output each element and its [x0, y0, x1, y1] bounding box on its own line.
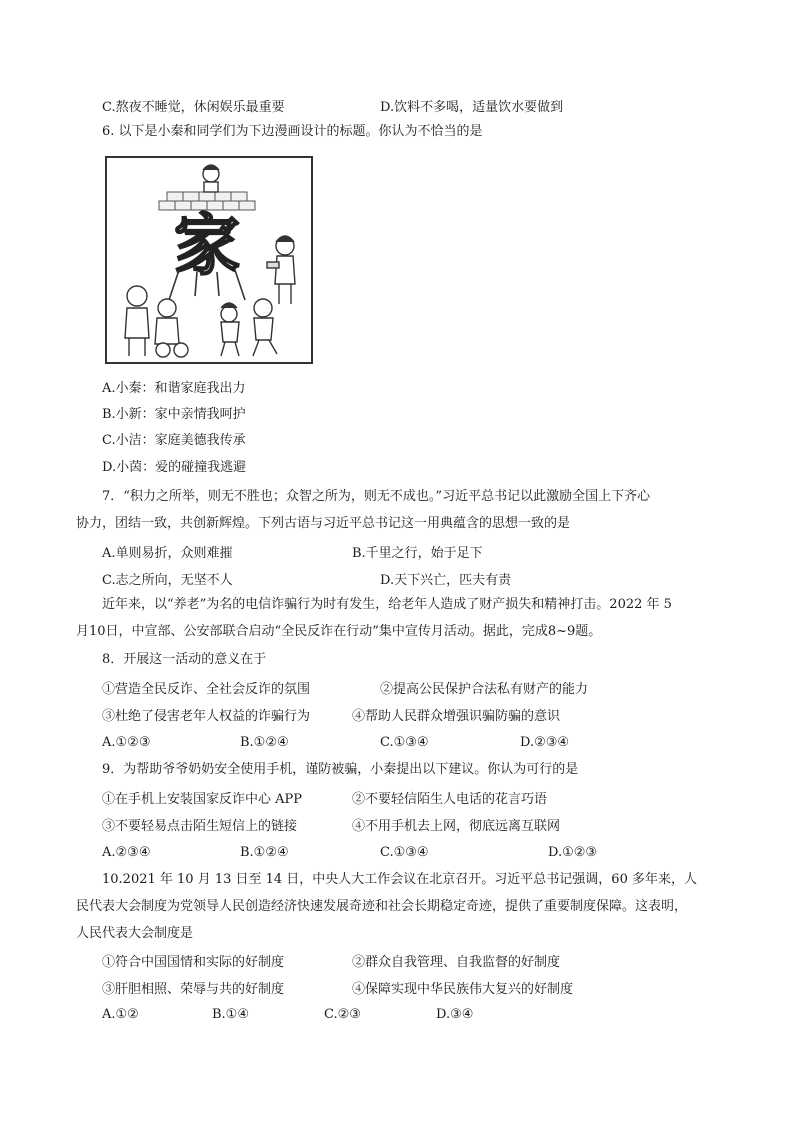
material-line1: 近年来，以“养老”为名的电信诈骗行为时有发生，给老年人造成了财产损失和精神打击。2022 年 5: [102, 597, 672, 612]
q7-option-c: C.志之所向，无坚不人: [102, 573, 233, 588]
q10-choice-c: C.②③: [324, 1007, 361, 1022]
q6-option-d: D.小茵：爱的碰撞我逃避: [102, 460, 247, 475]
q9-items-12: [0, 788, 794, 806]
q6-option-a: A.小秦：和谐家庭我出力: [102, 381, 246, 396]
q9-item-4: ④不用手机去上网，彻底远离互联网: [352, 819, 561, 834]
q10-items-12: [0, 951, 794, 969]
q10-choice-b: B.①④: [212, 1007, 249, 1022]
q9-choice-d: D.①②③: [548, 845, 598, 860]
q6-cartoon: [105, 156, 313, 364]
q8-item-4: ④帮助人民群众增强识骗防骗的意识: [352, 709, 561, 724]
q9-choice-c: C.①③④: [380, 845, 429, 860]
q8-item-1: ①营造全民反诈、全社会反诈的氛围: [102, 682, 311, 697]
q10-items-34: [0, 978, 794, 996]
q9-item-3: ③不要轻易点击陌生短信上的链接: [102, 819, 298, 834]
mother-figure: [267, 236, 295, 304]
family-cartoon-illustration: [107, 158, 311, 362]
q10-stem-line3: 人民代表大会制度是: [76, 926, 194, 941]
grandparents-figure: [125, 286, 188, 357]
q10-choice-a: A.①②: [102, 1007, 139, 1022]
q8-stem: 8．开展这一活动的意义在于: [102, 652, 267, 667]
q8-items-34: [0, 705, 794, 723]
q9-items-34: [0, 815, 794, 833]
q9-choices: [0, 845, 794, 863]
q5-option-c: C.熬夜不睡觉，休闲娱乐最重要: [102, 100, 285, 115]
q10-item-1: ①符合中国国情和实际的好制度: [102, 955, 285, 970]
q8-choice-d: D.②③④: [520, 735, 570, 750]
q8-item-3: ③杜绝了侵害老年人权益的诈骗行为: [102, 709, 311, 724]
children-figures: [221, 299, 277, 356]
q7-options-ab: [0, 542, 794, 560]
q10-choices: [0, 1007, 794, 1025]
q8-choice-a: A.①②③: [102, 735, 151, 750]
q10-choice-d: D.③④: [436, 1007, 474, 1022]
q5-options-cd: [0, 96, 794, 114]
q7-option-a: A.单则易折，众则难摧: [102, 546, 233, 561]
q6-option-b: B.小新：家中亲情我呵护: [102, 407, 246, 422]
q9-choice-a: A.②③④: [102, 845, 151, 860]
q6-stem: 6. 以下是小秦和同学们为下边漫画设计的标题。你认为不恰当的是: [102, 124, 483, 139]
q8-choice-b: B.①②④: [240, 735, 289, 750]
q9-choice-b: B.①②④: [240, 845, 289, 860]
q5-option-d: D.饮料不多喝，适量饮水要做到: [380, 100, 564, 115]
child-on-wall: [203, 165, 219, 192]
q8-item-2: ②提高公民保护合法私有财产的能力: [380, 682, 589, 697]
q9-item-1: ①在手机上安装国家反诈中心 APP: [102, 792, 303, 807]
cartoon-character-jia: 家: [174, 207, 240, 284]
q7-option-b: B.千里之行，始于足下: [352, 546, 483, 561]
q8-items-12: [0, 678, 794, 696]
q10-item-3: ③肝胆相照、荣辱与共的好制度: [102, 982, 285, 997]
material-line2: 月10日，中宣部、公安部联合启动“全民反诈在行动”集中宣传月活动。据此，完成8~9题。: [76, 624, 602, 639]
q10-stem-line1: 10.2021 年 10 月 13 日至 14 日，中央人大工作会议在北京召开。习近平总书记强调，60 多年来，人: [102, 872, 697, 887]
q7-options-cd: [0, 569, 794, 587]
q6-option-c: C.小洁：家庭美德我传承: [102, 433, 246, 448]
q10-item-2: ②群众自我管理、自我监督的好制度: [352, 955, 561, 970]
q8-choice-c: C.①③④: [380, 735, 429, 750]
q9-stem: 9．为帮助爷爷奶奶安全使用手机，谨防被骗，小秦提出以下建议。你认为可行的是: [102, 762, 579, 777]
q10-stem-line2: 民代表大会制度为党领导人民创造经济快速发展奇迹和社会长期稳定奇迹，提供了重要制度保障。这表明，: [76, 899, 688, 914]
q7-stem-line2: 协力，团结一致，共创新辉煌。下列古语与习近平总书记这一用典蕴含的思想一致的是: [76, 516, 571, 531]
q7-option-d: D.天下兴亡，匹夫有责: [380, 573, 512, 588]
q9-item-2: ②不要轻信陌生人电话的花言巧语: [352, 792, 548, 807]
q10-item-4: ④保障实现中华民族伟大复兴的好制度: [352, 982, 574, 997]
q8-choices: [0, 735, 794, 753]
q7-stem-line1: 7．“积力之所举，则无不胜也；众智之所为，则无不成也。”习近平总书记以此激励全国上下齐心: [102, 489, 651, 504]
